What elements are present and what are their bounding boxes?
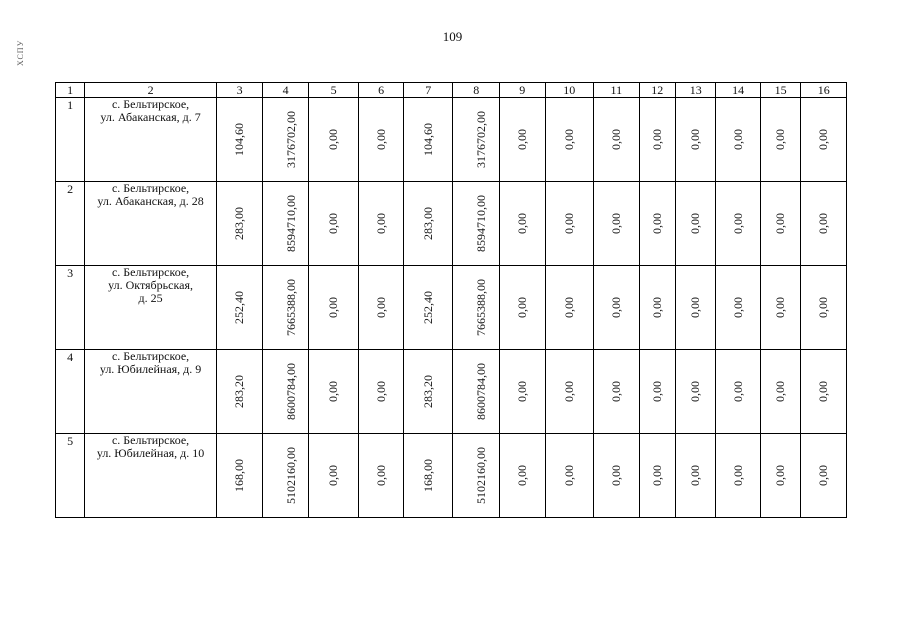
value-text: 0,00 bbox=[816, 465, 831, 486]
value-text: 0,00 bbox=[326, 129, 341, 150]
value-cell bbox=[716, 98, 761, 182]
value-cell bbox=[716, 266, 761, 350]
value-text: 0,00 bbox=[373, 381, 388, 402]
value-text: 283,00 bbox=[232, 207, 247, 240]
value-cell bbox=[594, 182, 640, 266]
value-text: 0,00 bbox=[561, 465, 576, 486]
value-cell bbox=[545, 350, 594, 434]
value-cell bbox=[499, 266, 545, 350]
column-header: 10 bbox=[545, 83, 594, 98]
value-text: 0,00 bbox=[730, 213, 745, 234]
value-text: 283,00 bbox=[420, 207, 435, 240]
column-header: 1 bbox=[56, 83, 85, 98]
value-text: 0,00 bbox=[649, 213, 664, 234]
value-text: 8600784,00 bbox=[284, 363, 299, 420]
value-cell bbox=[639, 434, 675, 518]
value-text: 0,00 bbox=[688, 381, 703, 402]
value-text: 0,00 bbox=[816, 129, 831, 150]
address-line: ул. Юбилейная, д. 10 bbox=[96, 446, 205, 460]
value-text: 8594710,00 bbox=[284, 195, 299, 252]
value-text: 0,00 bbox=[514, 465, 529, 486]
value-cell bbox=[216, 434, 263, 518]
value-text: 0,00 bbox=[730, 381, 745, 402]
value-text: 0,00 bbox=[608, 297, 623, 318]
value-text: 0,00 bbox=[773, 297, 788, 318]
address-cell bbox=[85, 182, 216, 266]
value-cell bbox=[801, 350, 847, 434]
value-text: 0,00 bbox=[561, 297, 576, 318]
value-cell bbox=[453, 434, 500, 518]
column-header: 5 bbox=[308, 83, 359, 98]
value-cell bbox=[760, 182, 800, 266]
value-text: 0,00 bbox=[514, 129, 529, 150]
value-text: 0,00 bbox=[326, 297, 341, 318]
value-cell bbox=[263, 266, 309, 350]
address-line: с. Бельтирское, bbox=[111, 349, 190, 363]
value-text: 0,00 bbox=[649, 297, 664, 318]
value-text: 252,40 bbox=[420, 291, 435, 324]
address-line: с. Бельтирское, bbox=[111, 97, 190, 111]
value-text: 3176702,00 bbox=[284, 111, 299, 168]
value-text: 0,00 bbox=[773, 213, 788, 234]
column-header: 8 bbox=[453, 83, 500, 98]
table-header-row bbox=[56, 83, 847, 98]
value-cell bbox=[359, 266, 404, 350]
value-cell bbox=[801, 182, 847, 266]
column-header: 6 bbox=[359, 83, 404, 98]
value-text: 0,00 bbox=[561, 381, 576, 402]
value-text: 0,00 bbox=[608, 129, 623, 150]
value-cell bbox=[594, 350, 640, 434]
value-text: 0,00 bbox=[773, 465, 788, 486]
value-cell bbox=[545, 98, 594, 182]
value-cell bbox=[675, 182, 715, 266]
value-cell bbox=[594, 98, 640, 182]
value-text: 0,00 bbox=[514, 213, 529, 234]
value-text: 0,00 bbox=[816, 213, 831, 234]
value-cell bbox=[453, 98, 500, 182]
value-text: 0,00 bbox=[373, 213, 388, 234]
value-cell bbox=[801, 98, 847, 182]
value-text: 0,00 bbox=[730, 129, 745, 150]
value-cell bbox=[499, 182, 545, 266]
value-cell bbox=[216, 266, 263, 350]
value-cell bbox=[760, 350, 800, 434]
value-cell bbox=[403, 182, 453, 266]
value-cell bbox=[716, 182, 761, 266]
value-text: 283,20 bbox=[232, 375, 247, 408]
value-cell bbox=[263, 350, 309, 434]
column-header: 14 bbox=[716, 83, 761, 98]
value-text: 0,00 bbox=[561, 213, 576, 234]
value-cell bbox=[308, 182, 359, 266]
address-line: с. Бельтирское, bbox=[111, 265, 190, 279]
table-row bbox=[56, 434, 847, 518]
value-cell bbox=[308, 434, 359, 518]
value-text: 168,00 bbox=[232, 459, 247, 492]
value-cell bbox=[308, 350, 359, 434]
value-text: 0,00 bbox=[688, 465, 703, 486]
value-text: 0,00 bbox=[326, 381, 341, 402]
value-cell bbox=[403, 350, 453, 434]
column-header: 11 bbox=[594, 83, 640, 98]
value-text: 0,00 bbox=[649, 129, 664, 150]
value-cell bbox=[403, 98, 453, 182]
value-cell bbox=[760, 434, 800, 518]
value-text: 0,00 bbox=[561, 129, 576, 150]
column-header: 16 bbox=[801, 83, 847, 98]
value-cell bbox=[263, 434, 309, 518]
value-cell bbox=[675, 350, 715, 434]
value-text: 0,00 bbox=[608, 213, 623, 234]
value-cell bbox=[216, 98, 263, 182]
value-cell bbox=[216, 350, 263, 434]
value-cell bbox=[675, 98, 715, 182]
value-cell bbox=[760, 98, 800, 182]
column-header: 7 bbox=[403, 83, 453, 98]
value-cell bbox=[716, 350, 761, 434]
value-text: 168,00 bbox=[420, 459, 435, 492]
value-text: 0,00 bbox=[649, 465, 664, 486]
value-text: 0,00 bbox=[373, 297, 388, 318]
value-cell bbox=[801, 266, 847, 350]
value-text: 0,00 bbox=[773, 129, 788, 150]
value-cell bbox=[216, 182, 263, 266]
value-text: 3176702,00 bbox=[474, 111, 489, 168]
value-cell bbox=[594, 266, 640, 350]
value-cell bbox=[359, 182, 404, 266]
value-cell bbox=[545, 182, 594, 266]
value-text: 0,00 bbox=[730, 465, 745, 486]
row-number: 2 bbox=[56, 182, 85, 266]
value-text: 252,40 bbox=[232, 291, 247, 324]
value-cell bbox=[594, 434, 640, 518]
row-number: 5 bbox=[56, 434, 85, 518]
column-header: 15 bbox=[760, 83, 800, 98]
value-text: 0,00 bbox=[688, 129, 703, 150]
value-text: 0,00 bbox=[326, 465, 341, 486]
value-cell bbox=[499, 98, 545, 182]
value-text: 0,00 bbox=[773, 381, 788, 402]
value-text: 5102160,00 bbox=[474, 447, 489, 504]
value-cell bbox=[675, 266, 715, 350]
value-text: 8594710,00 bbox=[474, 195, 489, 252]
column-header: 2 bbox=[85, 83, 216, 98]
value-text: 7665388,00 bbox=[474, 279, 489, 336]
value-cell bbox=[263, 98, 309, 182]
address-line: ул. Юбилейная, д. 9 bbox=[99, 362, 202, 376]
value-cell bbox=[639, 350, 675, 434]
page-number: 109 bbox=[442, 29, 463, 44]
value-text: 0,00 bbox=[373, 465, 388, 486]
value-text: 8600784,00 bbox=[474, 363, 489, 420]
address-line: ул. Октябрьская, bbox=[108, 278, 193, 292]
value-cell bbox=[801, 434, 847, 518]
address-line: д. 25 bbox=[138, 291, 163, 305]
value-text: 0,00 bbox=[816, 381, 831, 402]
value-text: 0,00 bbox=[326, 213, 341, 234]
address-line: ул. Абаканская, д. 28 bbox=[97, 194, 204, 208]
address-cell bbox=[85, 434, 216, 518]
value-cell bbox=[359, 98, 404, 182]
value-cell bbox=[403, 434, 453, 518]
value-cell bbox=[760, 266, 800, 350]
value-text: 0,00 bbox=[688, 297, 703, 318]
address-line: с. Бельтирское, bbox=[111, 433, 190, 447]
value-text: 0,00 bbox=[514, 297, 529, 318]
table-row bbox=[56, 350, 847, 434]
row-number: 1 bbox=[56, 98, 85, 182]
value-text: 0,00 bbox=[688, 213, 703, 234]
value-cell bbox=[639, 98, 675, 182]
column-header: 9 bbox=[499, 83, 545, 98]
value-cell bbox=[308, 266, 359, 350]
column-header: 4 bbox=[263, 83, 309, 98]
row-number: 3 bbox=[56, 266, 85, 350]
value-cell bbox=[453, 350, 500, 434]
margin-note: ХСПУ bbox=[16, 39, 25, 66]
value-text: 0,00 bbox=[373, 129, 388, 150]
value-text: 0,00 bbox=[608, 465, 623, 486]
address-line: ул. Абаканская, д. 7 bbox=[100, 110, 201, 124]
value-cell bbox=[403, 266, 453, 350]
value-text: 0,00 bbox=[816, 297, 831, 318]
value-cell bbox=[359, 434, 404, 518]
row-number: 4 bbox=[56, 350, 85, 434]
value-cell bbox=[545, 434, 594, 518]
value-text: 7665388,00 bbox=[284, 279, 299, 336]
value-cell bbox=[499, 350, 545, 434]
value-text: 104,60 bbox=[232, 123, 247, 156]
value-cell bbox=[453, 182, 500, 266]
value-cell bbox=[263, 182, 309, 266]
value-text: 0,00 bbox=[514, 381, 529, 402]
address-cell bbox=[85, 266, 216, 350]
address-cell bbox=[85, 98, 216, 182]
value-cell bbox=[716, 434, 761, 518]
value-cell bbox=[453, 266, 500, 350]
data-table bbox=[55, 82, 847, 518]
value-text: 0,00 bbox=[649, 381, 664, 402]
value-cell bbox=[545, 266, 594, 350]
value-cell bbox=[639, 182, 675, 266]
value-cell bbox=[308, 98, 359, 182]
value-text: 0,00 bbox=[730, 297, 745, 318]
value-cell bbox=[639, 266, 675, 350]
value-text: 104,60 bbox=[420, 123, 435, 156]
table-row bbox=[56, 266, 847, 350]
column-header: 3 bbox=[216, 83, 263, 98]
table-row bbox=[56, 98, 847, 182]
column-header: 13 bbox=[675, 83, 715, 98]
value-cell bbox=[675, 434, 715, 518]
column-header: 12 bbox=[639, 83, 675, 98]
value-text: 0,00 bbox=[608, 381, 623, 402]
table-row bbox=[56, 182, 847, 266]
address-cell bbox=[85, 350, 216, 434]
value-cell bbox=[499, 434, 545, 518]
value-text: 283,20 bbox=[420, 375, 435, 408]
value-cell bbox=[359, 350, 404, 434]
value-text: 5102160,00 bbox=[284, 447, 299, 504]
address-line: с. Бельтирское, bbox=[111, 181, 190, 195]
